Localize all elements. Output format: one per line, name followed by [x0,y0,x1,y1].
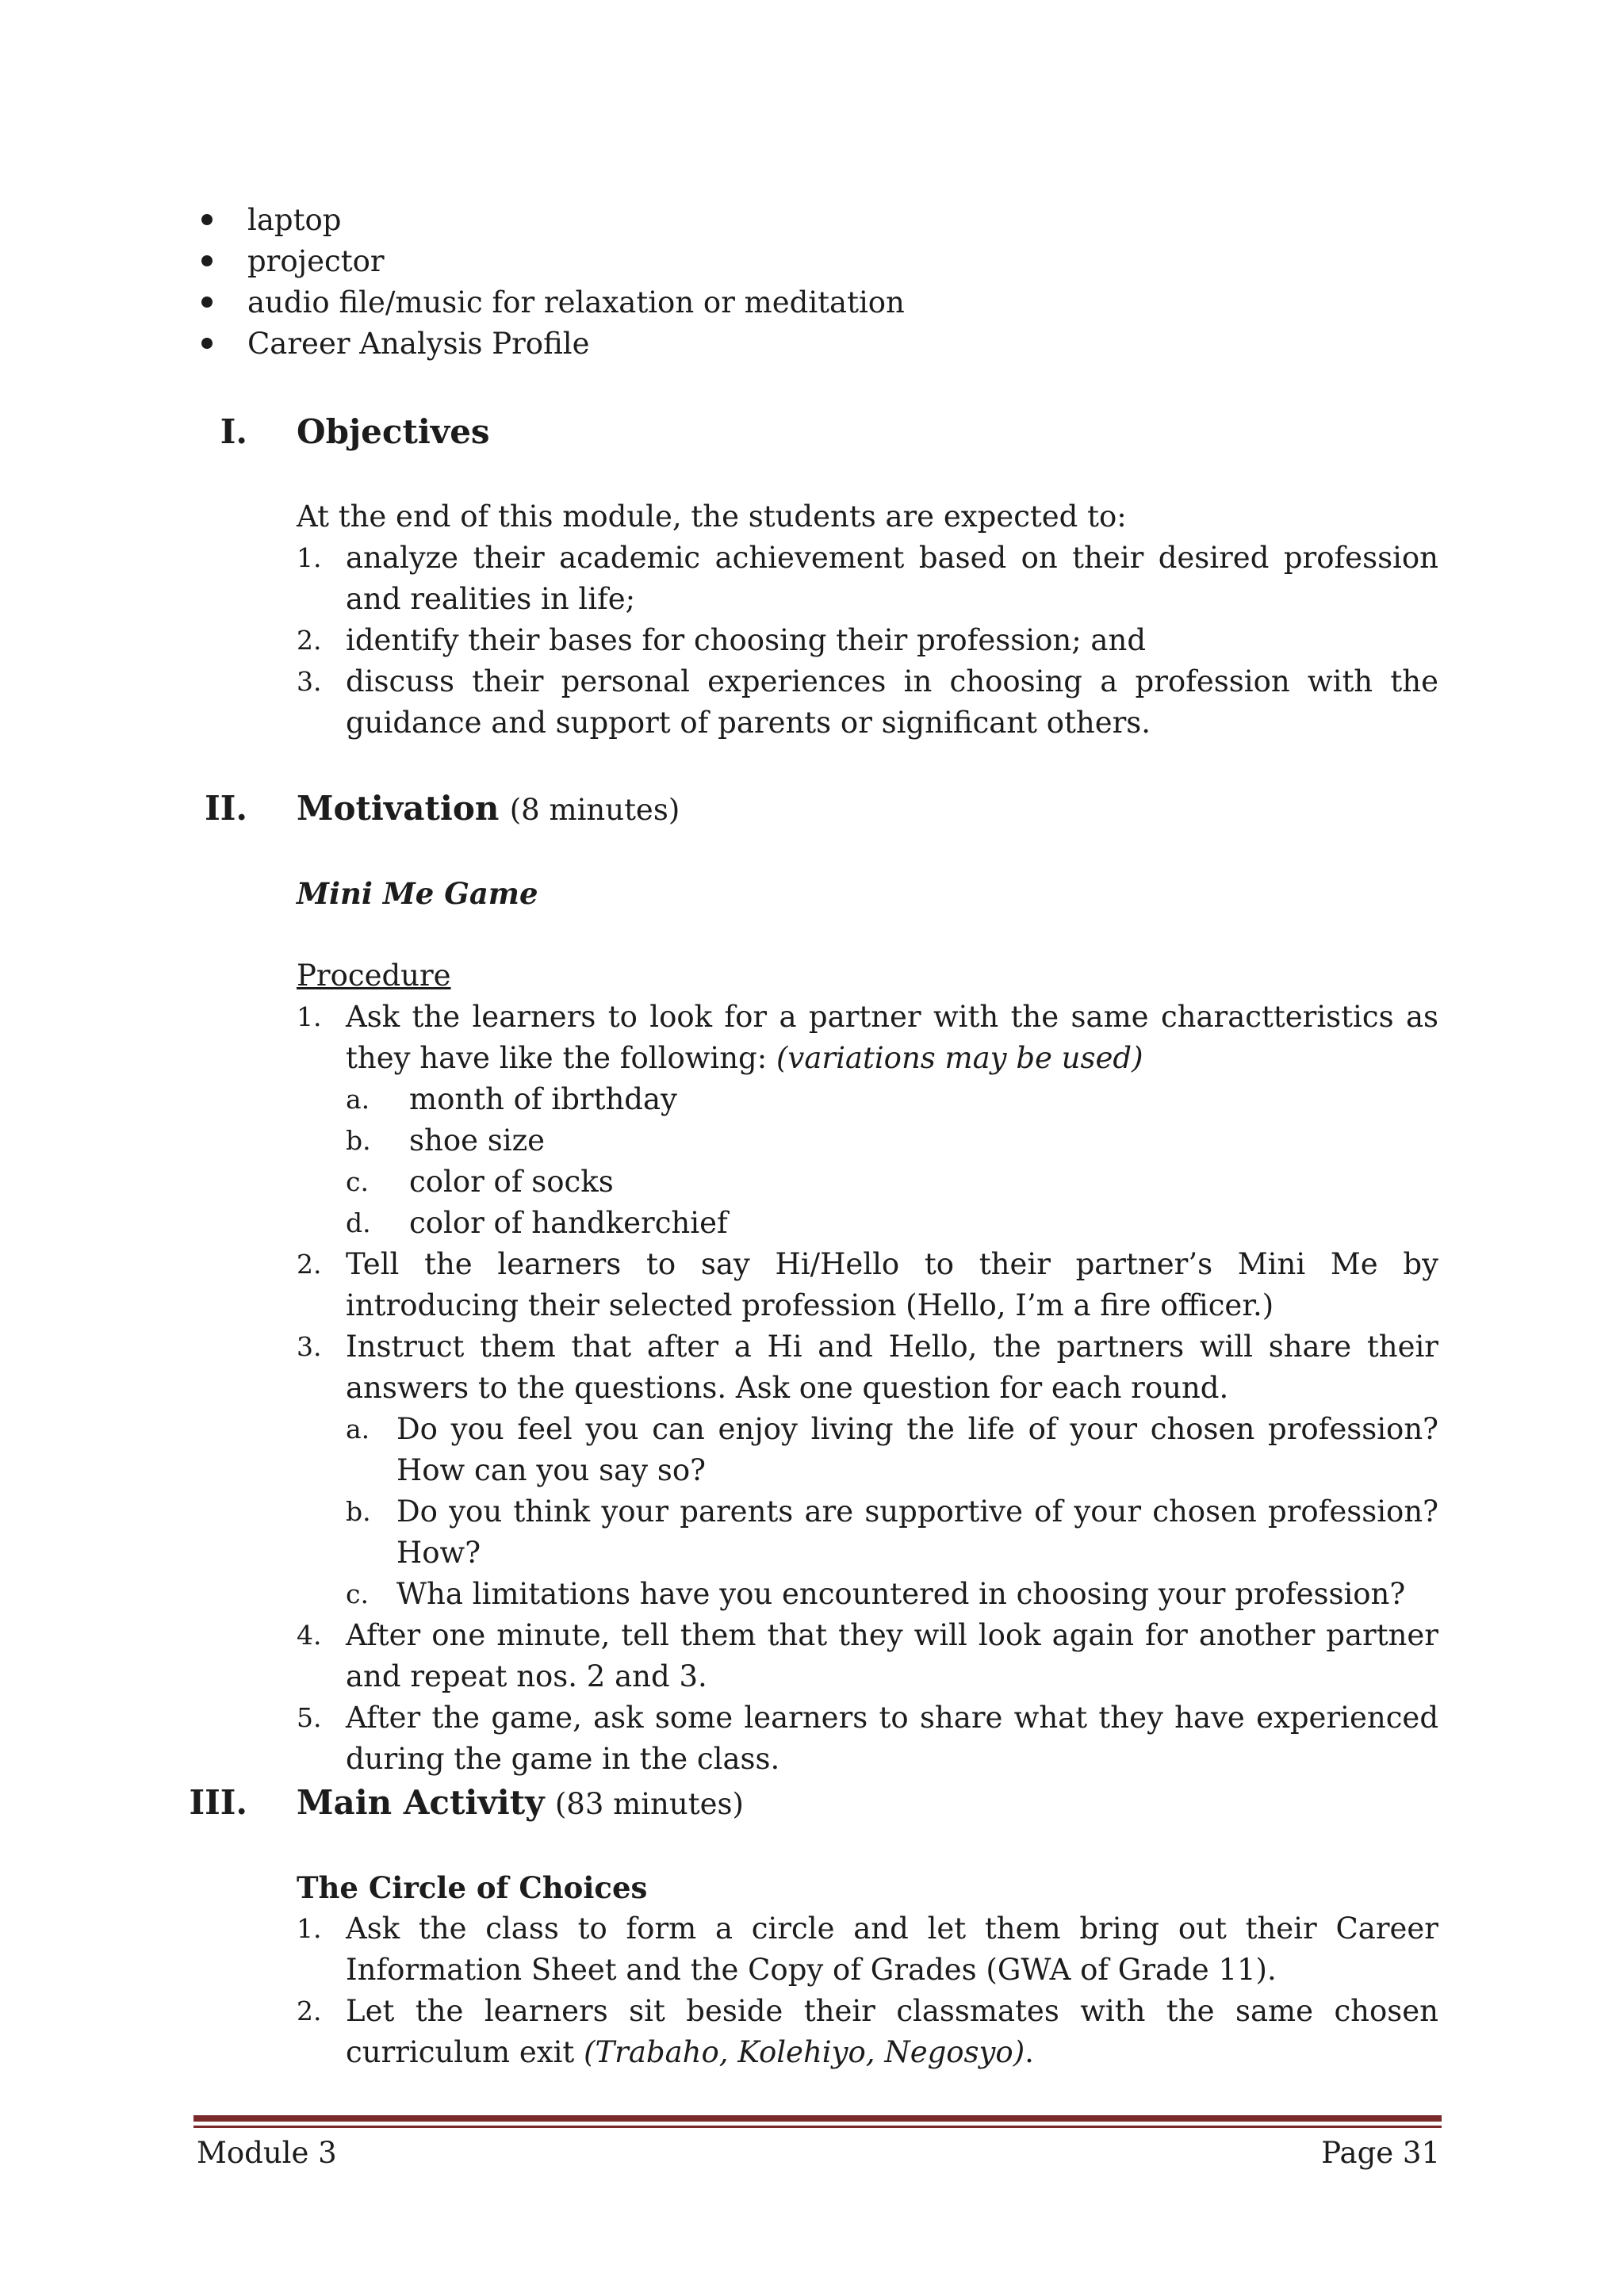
section-numeral: III. [189,1783,247,1822]
objectives-intro: At the end of this module, the students are expected to: [297,499,1127,534]
objectives-list [297,538,1438,744]
list-item: 1. analyze their academic achievement based on their desired profession and realities in life; [297,541,1438,616]
section-heading-motivation [0,785,1624,832]
objectives-body [297,496,1438,744]
list-item: 1. Ask the learners to look for a partner with the same charactteristics as they have like the following: (variations may be used) a. month of ibrthday b. shoe size c. color of socks d. color of handkerchief [297,997,1438,1244]
section-title: Motivation [297,789,500,828]
list-item: 3. Instruct them that after a Hi and Hello, the partners will share their answers to the questions. Ask one question for each round. a. Do you feel you can enjoy living the life of your chosen profession? How can you say so? b. Do you think your parents are supportive of your chosen profession? How? c. Wha limitations have you encountered in choosing your profession? [297,1326,1438,1615]
list-item: projector [198,241,905,282]
section-title: Objectives [297,412,490,451]
sub-list [346,1409,1438,1615]
section-heading-main-activity [0,1779,1624,1827]
activity-list [297,1908,1438,2073]
list-item: b. Do you think your parents are supportive of your chosen profession? How? [346,1494,1438,1570]
motivation-body [297,873,1438,1780]
list-item: a. month of ibrthday [346,1082,677,1116]
list-item: d. color of handkerchief [346,1206,728,1240]
footer-page-number: Page 31 [1321,2136,1440,2170]
list-item: c. color of socks [346,1165,614,1199]
footer-module: Module 3 [197,2136,337,2170]
list-item: a. Do you feel you can enjoy living the life of your chosen profession? How can you say so? [346,1412,1438,1487]
bullet-icon [201,214,213,225]
section-numeral: II. [205,789,247,828]
list-item: 2. Let the learners sit beside their classmates with the same chosen curriculum exit (Trabaho, Kolehiyo, Negosyo). [297,1994,1438,2069]
list-item: laptop [198,200,905,241]
sub-list [346,1079,1438,1244]
main-activity-body [297,1867,1438,2073]
bullet-icon [201,338,213,349]
list-item: 2. Tell the learners to say Hi/Hello to their partner’s Mini Me by introducing their selected profession (Hello, I’m a fire officer.) [297,1247,1438,1322]
section-duration: (8 minutes) [509,793,680,827]
section-duration: (83 minutes) [554,1787,744,1821]
list-item: 3. discuss their personal experiences in choosing a profession with the guidance and support of parents or significant others. [297,664,1438,740]
section-heading-objectives [0,408,1624,456]
list-item: 2. identify their bases for choosing their profession; and [297,623,1147,657]
bullet-icon [201,255,213,266]
procedure-label: Procedure [297,959,451,993]
materials-list [198,200,905,365]
list-item: b. shoe size [346,1123,545,1158]
footer-rule [193,2115,1442,2122]
list-item: audio file/music for relaxation or meditation [198,282,905,323]
game-title: Mini Me Game [297,876,538,911]
list-item: 1. Ask the class to form a circle and let them bring out their Career Information Sheet and the Copy of Grades (GWA of Grade 11). [297,1911,1438,1987]
list-item: c. Wha limitations have you encountered in choosing your profession? [346,1577,1406,1611]
section-numeral: I. [220,412,247,451]
activity-title: The Circle of Choices [297,1870,648,1905]
footer-rule-thin [193,2126,1442,2128]
list-item: 5. After the game, ask some learners to share what they have experienced during the game in the class. [297,1701,1438,1776]
section-title: Main Activity [297,1783,545,1822]
bullet-icon [201,297,213,308]
list-item: Career Analysis Profile [198,323,905,365]
procedure-list [297,997,1438,1780]
list-item: 4. After one minute, tell them that they will look again for another partner and repeat nos. 2 and 3. [297,1618,1438,1693]
